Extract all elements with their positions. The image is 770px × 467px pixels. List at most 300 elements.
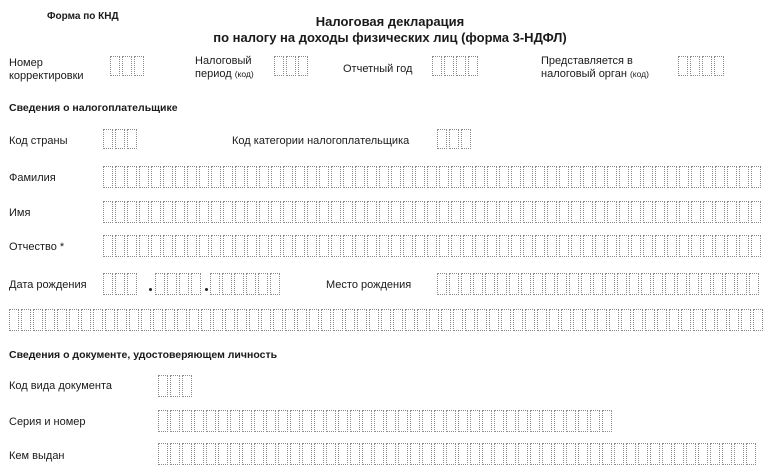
- character-cell[interactable]: [278, 410, 288, 432]
- character-cell[interactable]: [702, 56, 712, 76]
- character-cell[interactable]: [533, 273, 543, 295]
- taxpayer-category-input[interactable]: [437, 129, 473, 149]
- character-cell[interactable]: [230, 443, 240, 465]
- character-cell[interactable]: [153, 309, 163, 331]
- character-cell[interactable]: [331, 166, 341, 188]
- character-cell[interactable]: [655, 201, 665, 223]
- character-cell[interactable]: [163, 201, 173, 223]
- character-cell[interactable]: [422, 410, 432, 432]
- character-cell[interactable]: [753, 309, 763, 331]
- character-cell[interactable]: [338, 410, 348, 432]
- character-cell[interactable]: [566, 410, 576, 432]
- character-cell[interactable]: [583, 166, 593, 188]
- character-cell[interactable]: [170, 443, 180, 465]
- character-cell[interactable]: [571, 201, 581, 223]
- character-cell[interactable]: [246, 273, 256, 295]
- character-cell[interactable]: [605, 273, 615, 295]
- character-cell[interactable]: [182, 375, 192, 397]
- character-cell[interactable]: [110, 56, 120, 76]
- character-cell[interactable]: [115, 166, 125, 188]
- character-cell[interactable]: [432, 56, 442, 76]
- character-cell[interactable]: [103, 273, 113, 295]
- character-cell[interactable]: [679, 201, 689, 223]
- character-cell[interactable]: [734, 443, 744, 465]
- character-cell[interactable]: [398, 410, 408, 432]
- character-cell[interactable]: [690, 56, 700, 76]
- character-cell[interactable]: [271, 201, 281, 223]
- character-cell[interactable]: [163, 166, 173, 188]
- character-cell[interactable]: [355, 166, 365, 188]
- character-cell[interactable]: [458, 443, 468, 465]
- character-cell[interactable]: [259, 235, 269, 257]
- character-cell[interactable]: [650, 443, 660, 465]
- character-cell[interactable]: [434, 443, 444, 465]
- character-cell[interactable]: [434, 410, 444, 432]
- character-cell[interactable]: [103, 235, 113, 257]
- character-cell[interactable]: [477, 309, 487, 331]
- character-cell[interactable]: [590, 410, 600, 432]
- character-cell[interactable]: [261, 309, 271, 331]
- character-cell[interactable]: [549, 309, 559, 331]
- character-cell[interactable]: [475, 201, 485, 223]
- character-cell[interactable]: [523, 166, 533, 188]
- character-cell[interactable]: [379, 166, 389, 188]
- character-cell[interactable]: [350, 410, 360, 432]
- character-cell[interactable]: [542, 443, 552, 465]
- character-cell[interactable]: [199, 235, 209, 257]
- character-cell[interactable]: [189, 309, 199, 331]
- character-cell[interactable]: [242, 443, 252, 465]
- character-cell[interactable]: [175, 235, 185, 257]
- tax-period-input[interactable]: [274, 56, 310, 76]
- first-name-input[interactable]: [103, 201, 763, 223]
- character-cell[interactable]: [751, 166, 761, 188]
- character-cell[interactable]: [211, 166, 221, 188]
- character-cell[interactable]: [290, 443, 300, 465]
- character-cell[interactable]: [333, 309, 343, 331]
- character-cell[interactable]: [234, 273, 244, 295]
- character-cell[interactable]: [254, 410, 264, 432]
- character-cell[interactable]: [669, 309, 679, 331]
- character-cell[interactable]: [482, 410, 492, 432]
- character-cell[interactable]: [403, 235, 413, 257]
- character-cell[interactable]: [456, 56, 466, 76]
- character-cell[interactable]: [182, 410, 192, 432]
- character-cell[interactable]: [417, 309, 427, 331]
- character-cell[interactable]: [391, 166, 401, 188]
- character-cell[interactable]: [595, 235, 605, 257]
- character-cell[interactable]: [302, 410, 312, 432]
- character-cell[interactable]: [151, 201, 161, 223]
- character-cell[interactable]: [487, 235, 497, 257]
- character-cell[interactable]: [475, 166, 485, 188]
- character-cell[interactable]: [158, 375, 168, 397]
- character-cell[interactable]: [151, 166, 161, 188]
- character-cell[interactable]: [258, 273, 268, 295]
- character-cell[interactable]: [638, 443, 648, 465]
- character-cell[interactable]: [290, 410, 300, 432]
- character-cell[interactable]: [626, 443, 636, 465]
- character-cell[interactable]: [235, 235, 245, 257]
- character-cell[interactable]: [415, 201, 425, 223]
- character-cell[interactable]: [139, 201, 149, 223]
- character-cell[interactable]: [134, 56, 144, 76]
- character-cell[interactable]: [559, 235, 569, 257]
- character-cell[interactable]: [494, 443, 504, 465]
- character-cell[interactable]: [677, 273, 687, 295]
- character-cell[interactable]: [187, 201, 197, 223]
- character-cell[interactable]: [391, 201, 401, 223]
- character-cell[interactable]: [167, 273, 177, 295]
- character-cell[interactable]: [374, 410, 384, 432]
- character-cell[interactable]: [225, 309, 235, 331]
- character-cell[interactable]: [367, 166, 377, 188]
- character-cell[interactable]: [129, 309, 139, 331]
- character-cell[interactable]: [139, 235, 149, 257]
- character-cell[interactable]: [725, 273, 735, 295]
- character-cell[interactable]: [559, 201, 569, 223]
- character-cell[interactable]: [403, 201, 413, 223]
- character-cell[interactable]: [139, 166, 149, 188]
- character-cell[interactable]: [573, 309, 583, 331]
- character-cell[interactable]: [247, 166, 257, 188]
- character-cell[interactable]: [523, 235, 533, 257]
- character-cell[interactable]: [103, 129, 113, 149]
- character-cell[interactable]: [727, 201, 737, 223]
- character-cell[interactable]: [501, 309, 511, 331]
- character-cell[interactable]: [319, 166, 329, 188]
- character-cell[interactable]: [223, 235, 233, 257]
- character-cell[interactable]: [259, 166, 269, 188]
- character-cell[interactable]: [266, 410, 276, 432]
- character-cell[interactable]: [93, 309, 103, 331]
- character-cell[interactable]: [319, 201, 329, 223]
- character-cell[interactable]: [667, 201, 677, 223]
- character-cell[interactable]: [631, 201, 641, 223]
- character-cell[interactable]: [513, 309, 523, 331]
- character-cell[interactable]: [511, 235, 521, 257]
- character-cell[interactable]: [427, 201, 437, 223]
- character-cell[interactable]: [362, 410, 372, 432]
- character-cell[interactable]: [403, 166, 413, 188]
- character-cell[interactable]: [266, 443, 276, 465]
- character-cell[interactable]: [482, 443, 492, 465]
- character-cell[interactable]: [441, 309, 451, 331]
- character-cell[interactable]: [739, 201, 749, 223]
- character-cell[interactable]: [713, 273, 723, 295]
- character-cell[interactable]: [535, 201, 545, 223]
- character-cell[interactable]: [686, 443, 696, 465]
- character-cell[interactable]: [369, 309, 379, 331]
- character-cell[interactable]: [175, 201, 185, 223]
- character-cell[interactable]: [662, 443, 672, 465]
- character-cell[interactable]: [751, 201, 761, 223]
- character-cell[interactable]: [499, 201, 509, 223]
- character-cell[interactable]: [141, 309, 151, 331]
- character-cell[interactable]: [530, 443, 540, 465]
- character-cell[interactable]: [657, 309, 667, 331]
- character-cell[interactable]: [194, 443, 204, 465]
- character-cell[interactable]: [45, 309, 55, 331]
- character-cell[interactable]: [242, 410, 252, 432]
- character-cell[interactable]: [191, 273, 201, 295]
- character-cell[interactable]: [57, 309, 67, 331]
- character-cell[interactable]: [525, 309, 535, 331]
- character-cell[interactable]: [619, 201, 629, 223]
- character-cell[interactable]: [223, 166, 233, 188]
- character-cell[interactable]: [115, 235, 125, 257]
- character-cell[interactable]: [506, 410, 516, 432]
- character-cell[interactable]: [345, 309, 355, 331]
- character-cell[interactable]: [270, 273, 280, 295]
- character-cell[interactable]: [463, 166, 473, 188]
- character-cell[interactable]: [379, 201, 389, 223]
- character-cell[interactable]: [678, 56, 688, 76]
- character-cell[interactable]: [274, 56, 284, 76]
- character-cell[interactable]: [182, 443, 192, 465]
- character-cell[interactable]: [33, 309, 43, 331]
- character-cell[interactable]: [367, 201, 377, 223]
- character-cell[interactable]: [429, 309, 439, 331]
- character-cell[interactable]: [727, 235, 737, 257]
- character-cell[interactable]: [554, 443, 564, 465]
- character-cell[interactable]: [547, 166, 557, 188]
- character-cell[interactable]: [374, 443, 384, 465]
- country-code-input[interactable]: [103, 129, 139, 149]
- character-cell[interactable]: [187, 166, 197, 188]
- character-cell[interactable]: [254, 443, 264, 465]
- character-cell[interactable]: [465, 309, 475, 331]
- character-cell[interactable]: [439, 235, 449, 257]
- reporting-year-input[interactable]: [432, 56, 480, 76]
- character-cell[interactable]: [667, 235, 677, 257]
- character-cell[interactable]: [127, 273, 137, 295]
- birth-month-input[interactable]: [155, 273, 203, 295]
- character-cell[interactable]: [667, 166, 677, 188]
- character-cell[interactable]: [473, 273, 483, 295]
- character-cell[interactable]: [571, 166, 581, 188]
- character-cell[interactable]: [410, 410, 420, 432]
- character-cell[interactable]: [177, 309, 187, 331]
- character-cell[interactable]: [295, 166, 305, 188]
- character-cell[interactable]: [379, 235, 389, 257]
- character-cell[interactable]: [641, 273, 651, 295]
- character-cell[interactable]: [271, 235, 281, 257]
- character-cell[interactable]: [449, 273, 459, 295]
- character-cell[interactable]: [21, 309, 31, 331]
- character-cell[interactable]: [211, 235, 221, 257]
- character-cell[interactable]: [595, 201, 605, 223]
- character-cell[interactable]: [321, 309, 331, 331]
- character-cell[interactable]: [331, 235, 341, 257]
- character-cell[interactable]: [103, 201, 113, 223]
- character-cell[interactable]: [461, 129, 471, 149]
- character-cell[interactable]: [386, 443, 396, 465]
- birth-day-input[interactable]: [103, 273, 139, 295]
- character-cell[interactable]: [607, 201, 617, 223]
- character-cell[interactable]: [645, 309, 655, 331]
- character-cell[interactable]: [283, 235, 293, 257]
- character-cell[interactable]: [439, 166, 449, 188]
- character-cell[interactable]: [222, 273, 232, 295]
- character-cell[interactable]: [698, 443, 708, 465]
- character-cell[interactable]: [350, 443, 360, 465]
- character-cell[interactable]: [739, 235, 749, 257]
- character-cell[interactable]: [362, 443, 372, 465]
- character-cell[interactable]: [127, 201, 137, 223]
- character-cell[interactable]: [422, 443, 432, 465]
- character-cell[interactable]: [602, 410, 612, 432]
- character-cell[interactable]: [295, 235, 305, 257]
- character-cell[interactable]: [115, 201, 125, 223]
- character-cell[interactable]: [547, 201, 557, 223]
- character-cell[interactable]: [223, 201, 233, 223]
- character-cell[interactable]: [444, 56, 454, 76]
- character-cell[interactable]: [559, 166, 569, 188]
- character-cell[interactable]: [693, 309, 703, 331]
- character-cell[interactable]: [355, 235, 365, 257]
- correction-number-input[interactable]: [110, 56, 146, 76]
- character-cell[interactable]: [343, 166, 353, 188]
- character-cell[interactable]: [547, 235, 557, 257]
- character-cell[interactable]: [581, 273, 591, 295]
- character-cell[interactable]: [405, 309, 415, 331]
- character-cell[interactable]: [717, 309, 727, 331]
- character-cell[interactable]: [286, 56, 296, 76]
- character-cell[interactable]: [235, 166, 245, 188]
- character-cell[interactable]: [427, 235, 437, 257]
- character-cell[interactable]: [727, 166, 737, 188]
- character-cell[interactable]: [127, 166, 137, 188]
- character-cell[interactable]: [701, 273, 711, 295]
- character-cell[interactable]: [511, 201, 521, 223]
- character-cell[interactable]: [187, 235, 197, 257]
- character-cell[interactable]: [249, 309, 259, 331]
- character-cell[interactable]: [410, 443, 420, 465]
- character-cell[interactable]: [585, 309, 595, 331]
- character-cell[interactable]: [569, 273, 579, 295]
- character-cell[interactable]: [307, 235, 317, 257]
- character-cell[interactable]: [199, 201, 209, 223]
- character-cell[interactable]: [705, 309, 715, 331]
- character-cell[interactable]: [633, 309, 643, 331]
- character-cell[interactable]: [105, 309, 115, 331]
- character-cell[interactable]: [722, 443, 732, 465]
- character-cell[interactable]: [81, 309, 91, 331]
- birth-place-input-continued[interactable]: [9, 309, 765, 331]
- character-cell[interactable]: [631, 235, 641, 257]
- character-cell[interactable]: [175, 166, 185, 188]
- character-cell[interactable]: [367, 235, 377, 257]
- character-cell[interactable]: [211, 201, 221, 223]
- character-cell[interactable]: [247, 235, 257, 257]
- character-cell[interactable]: [357, 309, 367, 331]
- character-cell[interactable]: [235, 201, 245, 223]
- character-cell[interactable]: [703, 201, 713, 223]
- character-cell[interactable]: [655, 166, 665, 188]
- character-cell[interactable]: [542, 410, 552, 432]
- character-cell[interactable]: [319, 235, 329, 257]
- character-cell[interactable]: [127, 235, 137, 257]
- character-cell[interactable]: [619, 166, 629, 188]
- character-cell[interactable]: [506, 443, 516, 465]
- character-cell[interactable]: [607, 235, 617, 257]
- character-cell[interactable]: [355, 201, 365, 223]
- character-cell[interactable]: [302, 443, 312, 465]
- character-cell[interactable]: [578, 410, 588, 432]
- character-cell[interactable]: [463, 235, 473, 257]
- document-type-code-input[interactable]: [158, 375, 194, 397]
- character-cell[interactable]: [331, 201, 341, 223]
- character-cell[interactable]: [415, 166, 425, 188]
- character-cell[interactable]: [703, 235, 713, 257]
- character-cell[interactable]: [247, 201, 257, 223]
- character-cell[interactable]: [451, 201, 461, 223]
- character-cell[interactable]: [386, 410, 396, 432]
- character-cell[interactable]: [674, 443, 684, 465]
- character-cell[interactable]: [665, 273, 675, 295]
- character-cell[interactable]: [163, 235, 173, 257]
- character-cell[interactable]: [593, 273, 603, 295]
- character-cell[interactable]: [271, 166, 281, 188]
- character-cell[interactable]: [298, 56, 308, 76]
- character-cell[interactable]: [437, 273, 447, 295]
- character-cell[interactable]: [499, 166, 509, 188]
- character-cell[interactable]: [158, 443, 168, 465]
- character-cell[interactable]: [499, 235, 509, 257]
- character-cell[interactable]: [115, 273, 125, 295]
- character-cell[interactable]: [518, 410, 528, 432]
- character-cell[interactable]: [343, 235, 353, 257]
- character-cell[interactable]: [741, 309, 751, 331]
- character-cell[interactable]: [535, 166, 545, 188]
- character-cell[interactable]: [554, 410, 564, 432]
- character-cell[interactable]: [285, 309, 295, 331]
- character-cell[interactable]: [127, 129, 137, 149]
- character-cell[interactable]: [179, 273, 189, 295]
- character-cell[interactable]: [530, 410, 540, 432]
- character-cell[interactable]: [278, 443, 288, 465]
- character-cell[interactable]: [715, 235, 725, 257]
- character-cell[interactable]: [314, 410, 324, 432]
- character-cell[interactable]: [737, 273, 747, 295]
- character-cell[interactable]: [653, 273, 663, 295]
- character-cell[interactable]: [210, 273, 220, 295]
- character-cell[interactable]: [237, 309, 247, 331]
- character-cell[interactable]: [307, 166, 317, 188]
- character-cell[interactable]: [597, 309, 607, 331]
- character-cell[interactable]: [631, 166, 641, 188]
- character-cell[interactable]: [751, 235, 761, 257]
- character-cell[interactable]: [511, 166, 521, 188]
- character-cell[interactable]: [609, 309, 619, 331]
- character-cell[interactable]: [607, 166, 617, 188]
- character-cell[interactable]: [326, 443, 336, 465]
- character-cell[interactable]: [614, 443, 624, 465]
- character-cell[interactable]: [437, 129, 447, 149]
- character-cell[interactable]: [714, 56, 724, 76]
- character-cell[interactable]: [621, 309, 631, 331]
- tax-authority-input[interactable]: [678, 56, 726, 76]
- character-cell[interactable]: [583, 201, 593, 223]
- character-cell[interactable]: [155, 273, 165, 295]
- character-cell[interactable]: [489, 309, 499, 331]
- character-cell[interactable]: [566, 443, 576, 465]
- character-cell[interactable]: [115, 129, 125, 149]
- character-cell[interactable]: [521, 273, 531, 295]
- character-cell[interactable]: [518, 443, 528, 465]
- character-cell[interactable]: [218, 443, 228, 465]
